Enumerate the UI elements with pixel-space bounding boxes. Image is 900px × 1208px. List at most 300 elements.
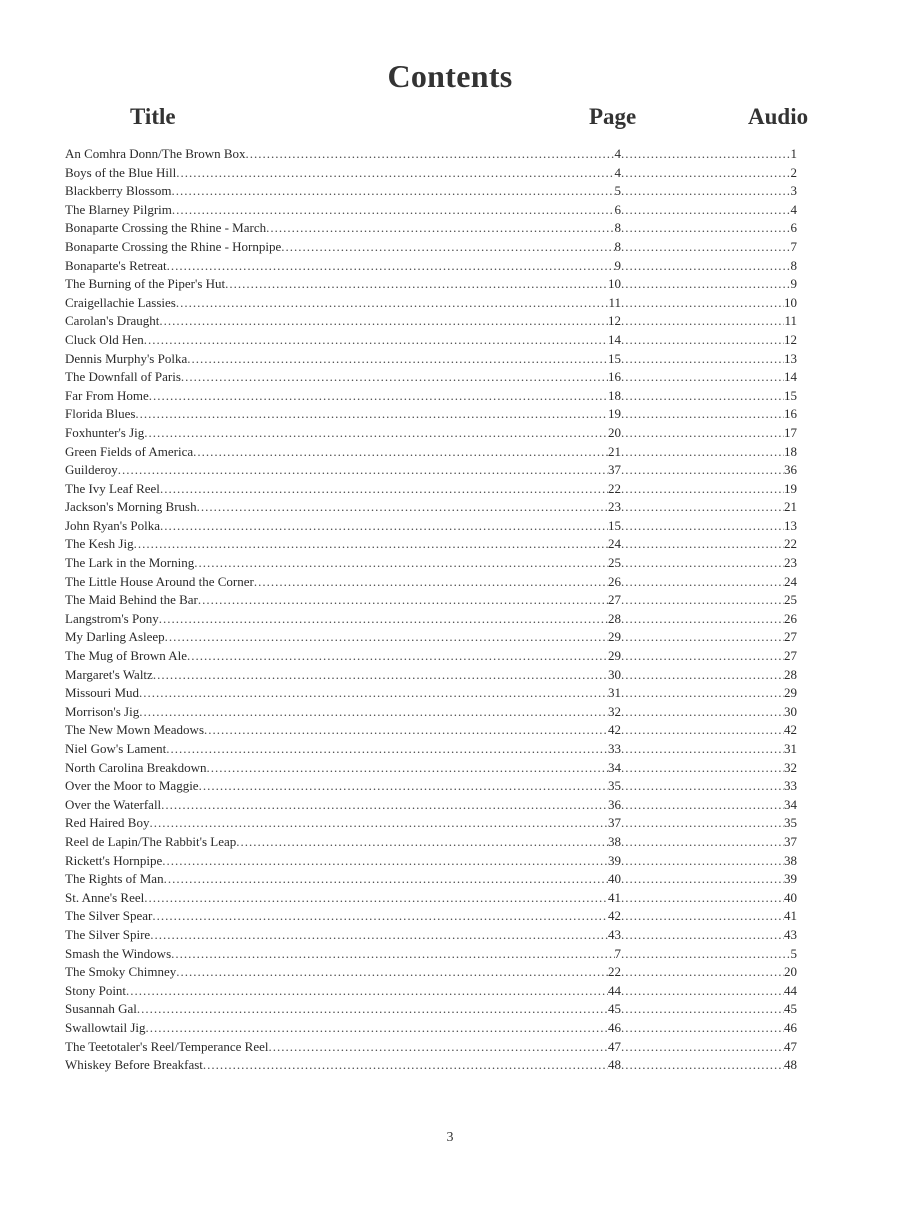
page-title: Contents — [387, 58, 513, 94]
dot-leader — [165, 628, 608, 647]
entry-page: 30 — [608, 666, 621, 682]
toc-entry — [65, 182, 797, 201]
dot-leader — [225, 275, 608, 294]
entry-page: 37 — [608, 815, 621, 831]
dot-leader — [193, 443, 608, 462]
entry-page: 20 — [608, 424, 621, 440]
entry-title: Far From Home — [65, 387, 149, 403]
entry-title: Blackberry Blossom — [65, 183, 172, 199]
entry-page: 22 — [608, 480, 621, 496]
entry-page: 15 — [608, 350, 621, 366]
dot-leader — [621, 312, 784, 331]
entry-audio: 43 — [784, 926, 797, 942]
entry-audio: 27 — [784, 648, 797, 664]
entry-title: Susannah Gal — [65, 1001, 137, 1017]
dot-leader — [621, 982, 784, 1001]
dot-leader — [281, 238, 614, 257]
toc-entry — [65, 814, 797, 833]
dot-leader — [144, 889, 608, 908]
toc-entry — [65, 219, 797, 238]
toc-entry — [65, 164, 797, 183]
dot-leader — [621, 1000, 784, 1019]
entry-audio: 2 — [790, 164, 797, 180]
dot-leader — [134, 535, 608, 554]
entry-audio: 6 — [790, 220, 797, 236]
dot-leader — [621, 852, 784, 871]
entry-page: 27 — [608, 592, 621, 608]
dot-leader — [621, 294, 784, 313]
dot-leader — [621, 368, 784, 387]
toc-entry — [65, 350, 797, 369]
dot-leader — [176, 294, 609, 313]
entry-audio: 4 — [790, 201, 797, 217]
dot-leader — [621, 628, 784, 647]
entry-page: 42 — [608, 908, 621, 924]
entry-page: 8 — [614, 238, 621, 254]
toc-entry — [65, 926, 797, 945]
entry-title: Green Fields of America — [65, 443, 194, 459]
dot-leader — [621, 387, 784, 406]
toc-entry — [65, 982, 797, 1001]
dot-leader — [204, 721, 608, 740]
entry-page: 25 — [608, 555, 621, 571]
toc-entry — [65, 591, 797, 610]
toc-entry — [65, 703, 797, 722]
entry-audio: 23 — [784, 555, 797, 571]
entry-page: 46 — [608, 1019, 621, 1035]
toc-entry — [65, 368, 797, 387]
entry-title: Bonaparte's Retreat — [65, 257, 167, 273]
entry-title: The Maid Behind the Bar — [65, 592, 198, 608]
entry-audio: 1 — [790, 146, 797, 161]
dot-leader — [172, 201, 615, 220]
toc-entry — [65, 461, 797, 480]
toc-entry — [65, 573, 797, 592]
entry-audio: 25 — [784, 592, 797, 608]
entry-title: Carolan's Draught — [65, 313, 160, 329]
entry-title: The Lark in the Morning — [65, 555, 195, 571]
toc-entry — [65, 554, 797, 573]
dot-leader — [144, 424, 608, 443]
dot-leader — [152, 907, 608, 926]
dot-leader — [118, 461, 608, 480]
entry-page: 39 — [608, 852, 621, 868]
toc-entry — [65, 740, 797, 759]
dot-leader — [199, 777, 608, 796]
toc-entry — [65, 1038, 797, 1057]
dot-leader — [161, 796, 608, 815]
toc-entry — [65, 1000, 797, 1019]
entry-audio: 5 — [790, 945, 797, 961]
entry-audio: 39 — [784, 871, 797, 887]
dot-leader — [172, 182, 615, 201]
toc-entry — [65, 1056, 797, 1075]
dot-leader — [167, 257, 615, 276]
toc-entry — [65, 275, 797, 294]
dot-leader — [197, 498, 608, 517]
entry-audio: 11 — [784, 313, 797, 329]
entry-audio: 44 — [784, 982, 797, 998]
entry-page: 32 — [608, 703, 621, 719]
toc-entry — [65, 405, 797, 424]
dot-leader — [621, 257, 791, 276]
entry-title: Swallowtail Jig — [65, 1019, 146, 1035]
entry-page: 6 — [614, 201, 621, 217]
entry-title: Red Haired Boy — [65, 815, 150, 831]
toc-entry — [65, 424, 797, 443]
entry-audio: 31 — [784, 741, 797, 756]
dot-leader — [150, 926, 608, 945]
entry-page: 8 — [614, 220, 621, 236]
entry-page: 29 — [608, 629, 621, 645]
dot-leader — [621, 461, 784, 480]
dot-leader — [254, 573, 608, 592]
dot-leader — [621, 201, 791, 220]
dot-leader — [149, 814, 608, 833]
dot-leader — [621, 907, 784, 926]
entry-title: The Ivy Leaf Reel — [65, 480, 160, 496]
toc-entry — [65, 331, 797, 350]
entry-page: 37 — [608, 462, 621, 478]
dot-leader — [621, 219, 791, 238]
entry-audio: 13 — [784, 517, 797, 533]
entry-title: John Ryan's Polka — [65, 517, 160, 533]
entry-audio: 38 — [784, 852, 797, 868]
entry-title: Langstrom's Pony — [65, 610, 159, 626]
entry-page: 22 — [608, 964, 621, 980]
toc-entry — [65, 759, 797, 778]
dot-leader — [621, 833, 784, 852]
dot-leader — [187, 350, 608, 369]
dot-leader — [621, 275, 791, 294]
dot-leader — [621, 517, 784, 536]
page-number: 3 — [446, 1130, 454, 1145]
dot-leader — [621, 164, 791, 183]
entry-title: Jackson's Morning Brush — [65, 499, 197, 515]
entry-page: 43 — [608, 926, 621, 942]
dot-leader — [146, 1019, 608, 1038]
toc-entry — [65, 312, 797, 331]
entry-page: 15 — [608, 517, 621, 533]
dot-leader — [135, 405, 608, 424]
dot-leader — [139, 684, 608, 703]
entry-page: 12 — [608, 313, 621, 329]
entry-audio: 27 — [784, 629, 797, 645]
entry-page: 26 — [608, 573, 621, 589]
dot-leader — [621, 610, 784, 629]
entry-title: The Smoky Chimney — [65, 964, 177, 980]
entry-audio: 7 — [790, 238, 797, 254]
entry-audio: 26 — [784, 610, 797, 626]
toc-entry — [65, 145, 797, 164]
dot-leader — [194, 554, 608, 573]
dot-leader — [269, 1038, 609, 1057]
entry-page: 14 — [608, 331, 621, 347]
entry-page: 34 — [608, 759, 621, 775]
dot-leader — [159, 312, 608, 331]
entry-page: 44 — [608, 982, 621, 998]
dot-leader — [621, 703, 784, 722]
dot-leader — [160, 517, 608, 536]
entry-title: An Comhra Donn/The Brown Box — [65, 146, 246, 161]
dot-leader — [171, 945, 614, 964]
toc-entry — [65, 201, 797, 220]
column-header-title: Title — [130, 104, 176, 129]
dot-leader — [621, 443, 784, 462]
entry-audio: 42 — [784, 722, 797, 738]
toc-entry — [65, 610, 797, 629]
toc-entry — [65, 870, 797, 889]
toc-entry — [65, 963, 797, 982]
entry-page: 42 — [608, 722, 621, 738]
entry-title: The Rights of Man — [65, 871, 164, 887]
entry-page: 29 — [608, 648, 621, 664]
entry-page: 10 — [608, 276, 621, 292]
dot-leader — [621, 480, 784, 499]
entry-title: St. Anne's Reel — [65, 889, 145, 905]
entry-audio: 20 — [784, 964, 797, 980]
entry-page: 24 — [608, 536, 621, 552]
dot-leader — [621, 1019, 784, 1038]
entry-audio: 14 — [784, 369, 797, 385]
entry-page: 35 — [608, 778, 621, 794]
entry-title: My Darling Asleep — [65, 629, 165, 645]
toc-entry — [65, 647, 797, 666]
entry-title: Cluck Old Hen — [65, 331, 144, 347]
toc-entry — [65, 852, 797, 871]
entry-audio: 13 — [784, 350, 797, 366]
contents-list — [65, 145, 797, 1075]
dot-leader — [621, 238, 791, 257]
dot-leader — [159, 610, 608, 629]
entry-page: 33 — [608, 741, 621, 756]
dot-leader — [621, 1038, 784, 1057]
entry-page: 48 — [608, 1057, 621, 1073]
toc-entry — [65, 294, 797, 313]
entry-title: Guilderoy — [65, 462, 118, 478]
dot-leader — [246, 145, 615, 164]
entry-audio: 19 — [784, 480, 797, 496]
entry-audio: 8 — [790, 257, 797, 273]
dot-leader — [621, 647, 784, 666]
entry-audio: 22 — [784, 536, 797, 552]
dot-leader — [236, 833, 608, 852]
dot-leader — [621, 1056, 784, 1075]
entry-page: 4 — [614, 146, 621, 161]
entry-title: Over the Waterfall — [65, 796, 162, 812]
entry-audio: 32 — [784, 759, 797, 775]
dot-leader — [181, 368, 608, 387]
dot-leader — [166, 740, 608, 759]
toc-entry — [65, 945, 797, 964]
entry-page: 23 — [608, 499, 621, 515]
toc-entry — [65, 257, 797, 276]
entry-title: The Teetotaler's Reel/Temperance Reel — [65, 1038, 269, 1054]
entry-audio: 28 — [784, 666, 797, 682]
dot-leader — [621, 926, 784, 945]
dot-leader — [621, 814, 784, 833]
entry-title: Bonaparte Crossing the Rhine - Hornpipe — [65, 238, 282, 254]
entry-title: Boys of the Blue Hill — [65, 164, 177, 180]
dot-leader — [621, 740, 784, 759]
entry-title: The Blarney Pilgrim — [65, 201, 172, 217]
entry-title: North Carolina Breakdown — [65, 759, 207, 775]
entry-audio: 45 — [784, 1001, 797, 1017]
dot-leader — [162, 852, 608, 871]
dot-leader — [266, 219, 614, 238]
dot-leader — [621, 759, 784, 778]
entry-title: Rickett's Hornpipe — [65, 852, 163, 868]
toc-entry — [65, 443, 797, 462]
entry-title: The Kesh Jig — [65, 536, 134, 552]
entry-page: 19 — [608, 406, 621, 422]
dot-leader — [621, 963, 784, 982]
toc-entry — [65, 387, 797, 406]
dot-leader — [203, 1056, 608, 1075]
entry-audio: 12 — [784, 331, 797, 347]
entry-audio: 37 — [784, 833, 797, 849]
entry-title: Margaret's Waltz — [65, 666, 153, 682]
entry-page: 41 — [608, 889, 621, 905]
dot-leader — [621, 424, 784, 443]
dot-leader — [621, 889, 784, 908]
dot-leader — [621, 666, 784, 685]
entry-page: 5 — [614, 183, 621, 199]
entry-audio: 3 — [790, 183, 797, 199]
column-header-audio: Audio — [748, 104, 809, 129]
entry-audio: 33 — [784, 778, 797, 794]
entry-page: 31 — [608, 685, 621, 701]
entry-title: The Burning of the Piper's Hut — [65, 276, 226, 292]
entry-audio: 18 — [784, 443, 797, 459]
column-header-page: Page — [589, 104, 637, 129]
dot-leader — [621, 684, 784, 703]
toc-entry — [65, 889, 797, 908]
toc-entry — [65, 684, 797, 703]
toc-entry — [65, 1019, 797, 1038]
dot-leader — [126, 982, 608, 1001]
dot-leader — [144, 331, 608, 350]
dot-leader — [139, 703, 608, 722]
entry-title: The Mug of Brown Ale — [65, 648, 188, 664]
entry-title: The Little House Around the Corner — [65, 573, 254, 589]
dot-leader — [153, 666, 608, 685]
dot-leader — [621, 535, 784, 554]
entry-page: 47 — [608, 1038, 621, 1054]
entry-title: The New Mown Meadows — [65, 722, 205, 738]
dot-leader — [621, 591, 784, 610]
entry-audio: 46 — [784, 1019, 797, 1035]
toc-entry — [65, 777, 797, 796]
dot-leader — [176, 963, 608, 982]
entry-audio: 24 — [784, 573, 797, 589]
entry-title: Craigellachie Lassies — [65, 294, 176, 310]
entry-page: 4 — [614, 164, 621, 180]
entry-title: Florida Blues — [65, 406, 136, 422]
dot-leader — [149, 387, 608, 406]
dot-leader — [621, 554, 784, 573]
entry-page: 11 — [608, 294, 621, 310]
dot-leader — [621, 945, 791, 964]
entry-page: 9 — [614, 257, 621, 273]
entry-audio: 47 — [784, 1038, 797, 1054]
dot-leader — [621, 331, 784, 350]
dot-leader — [187, 647, 608, 666]
entry-title: Smash the Windows — [65, 945, 172, 961]
dot-leader — [621, 405, 784, 424]
entry-title: Foxhunter's Jig — [65, 424, 145, 440]
dot-leader — [207, 759, 608, 778]
entry-audio: 48 — [784, 1057, 797, 1073]
entry-title: The Silver Spire — [65, 926, 151, 942]
entry-title: Reel de Lapin/The Rabbit's Leap — [65, 833, 237, 849]
entry-audio: 40 — [784, 889, 797, 905]
dot-leader — [160, 480, 608, 499]
entry-title: Stony Point — [65, 982, 127, 998]
entry-audio: 29 — [784, 685, 797, 701]
entry-page: 36 — [608, 796, 621, 812]
toc-entry — [65, 480, 797, 499]
dot-leader — [621, 145, 791, 164]
entry-audio: 21 — [784, 499, 797, 515]
entry-title: Missouri Mud — [65, 685, 140, 701]
toc-entry — [65, 535, 797, 554]
entry-title: Dennis Murphy's Polka — [65, 350, 188, 366]
toc-entry — [65, 238, 797, 257]
entry-title: Over the Moor to Maggie — [65, 778, 199, 794]
toc-entry — [65, 721, 797, 740]
dot-leader — [176, 164, 614, 183]
entry-audio: 16 — [784, 406, 797, 422]
entry-audio: 9 — [790, 276, 797, 292]
toc-entry — [65, 833, 797, 852]
toc-entry — [65, 517, 797, 536]
entry-page: 18 — [608, 387, 621, 403]
entry-title: Niel Gow's Lament — [65, 741, 167, 756]
toc-entry — [65, 907, 797, 926]
entry-page: 16 — [608, 369, 621, 385]
toc-entry — [65, 498, 797, 517]
dot-leader — [621, 182, 791, 201]
entry-page: 28 — [608, 610, 621, 626]
toc-entry — [65, 796, 797, 815]
dot-leader — [621, 350, 784, 369]
entry-title: The Downfall of Paris — [65, 369, 181, 385]
entry-page: 40 — [608, 871, 621, 887]
toc-entry — [65, 628, 797, 647]
entry-title: The Silver Spear — [65, 908, 153, 924]
entry-audio: 41 — [784, 908, 797, 924]
dot-leader — [621, 573, 784, 592]
dot-leader — [198, 591, 608, 610]
entry-page: 38 — [608, 833, 621, 849]
toc-entry — [65, 666, 797, 685]
dot-leader — [621, 498, 784, 517]
dot-leader — [621, 796, 784, 815]
entry-title: Morrison's Jig — [65, 703, 140, 719]
dot-leader — [621, 777, 784, 796]
entry-page: 7 — [614, 945, 621, 961]
entry-title: Whiskey Before Breakfast — [65, 1057, 203, 1073]
entry-audio: 34 — [784, 796, 797, 812]
dot-leader — [621, 870, 784, 889]
entry-audio: 17 — [784, 424, 797, 440]
entry-title: Bonaparte Crossing the Rhine - March — [65, 220, 267, 236]
entry-page: 45 — [608, 1001, 621, 1017]
entry-audio: 35 — [784, 815, 797, 831]
entry-audio: 30 — [784, 703, 797, 719]
entry-audio: 10 — [784, 294, 797, 310]
